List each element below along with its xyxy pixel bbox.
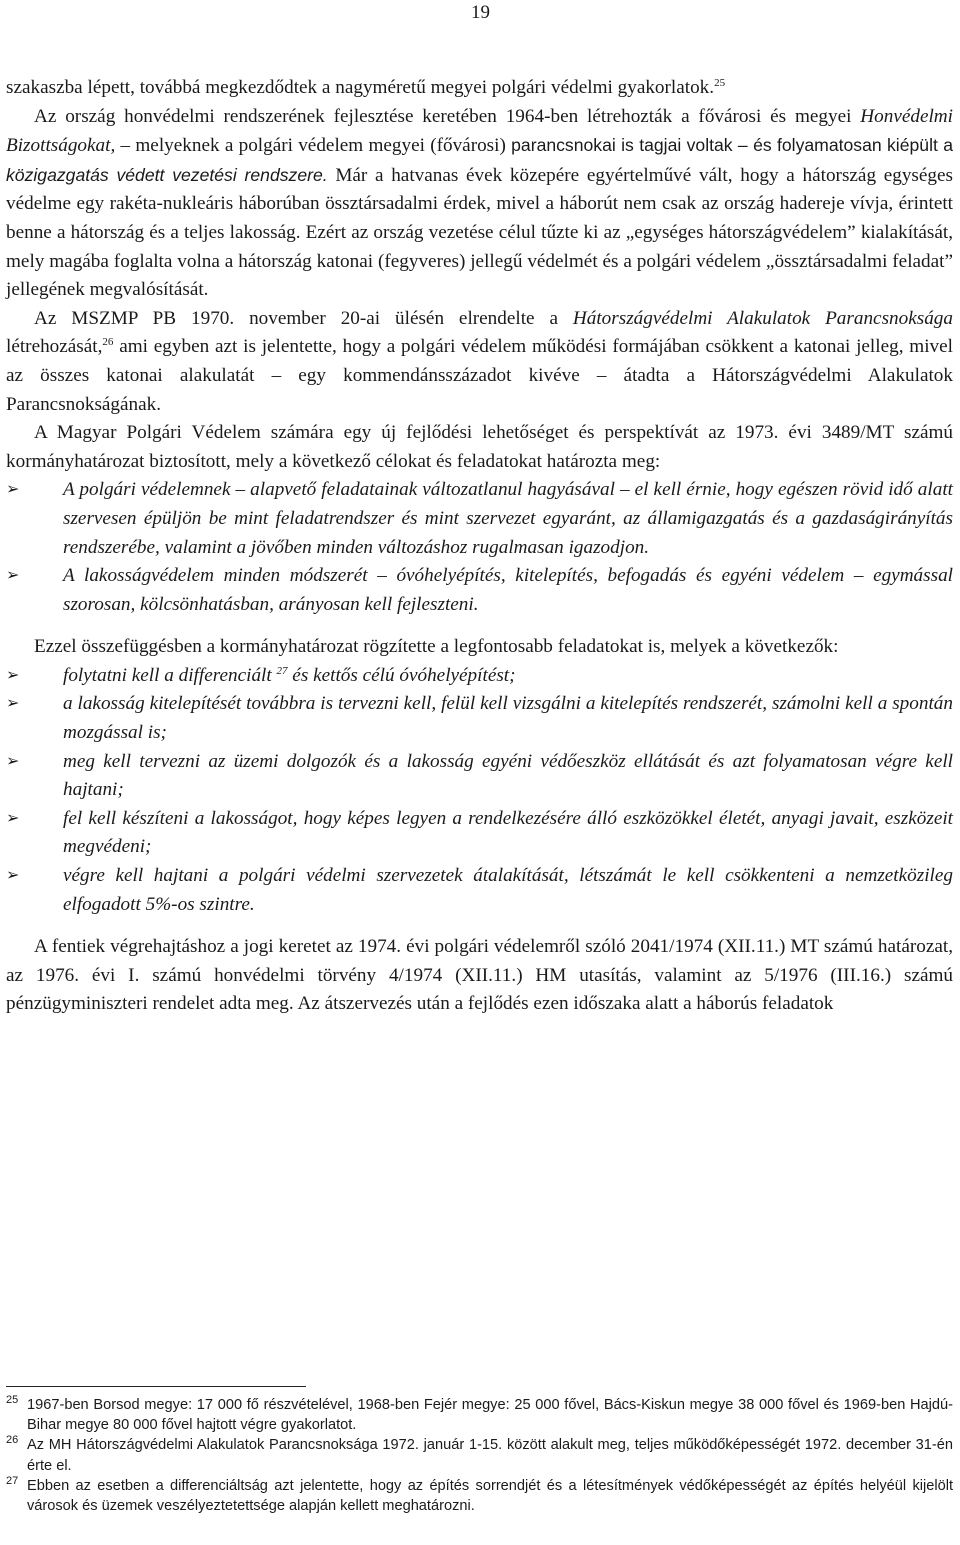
paragraph-2-text-f: Már a hatvanas évek közepére egyértelművé vált, hogy a hátország egységes védelme egy rakéta-nukleáris háborúban össztársadalmi érdek, mivel a háborút nem csak az ország hadereje vívja, érintett benne a hátország és a teljes lakosság. Ezért az ország vezetése célul tűzte ki az „egységes hátországvédelem” kialakítását, mely magába foglalta volna a hátország katonai (fegyveres) jellegű védelmét és a polgári védelem „össztársadalmi feladat” jellegének megvalósítását. <box>6 164 953 301</box>
arrow-bullet-icon: ➢ <box>6 666 20 684</box>
footnote-number: 26 <box>6 1434 19 1447</box>
arrow-bullet-icon: ➢ <box>6 752 20 770</box>
list-item-text: A lakosságvédelem minden módszerét – óvóhelyépítés, kitelepítés, befogadás és egyéni védelem – egymással szorosan, kölcsönhatásban, arányosan kell fejleszteni. <box>63 565 953 615</box>
footnote-text: Az MH Hátországvédelmi Alakulatok Parancsnoksága 1972. január 1-15. között alakult meg, teljes működőképességét 1972. december 31-én érte el. <box>27 1437 953 1474</box>
paragraph-3-italic: Hátországvédelmi Alakulatok Parancsnoksága <box>572 307 953 329</box>
paragraph-5: Ezzel összefüggésben a kormányhatározat rögzítette a legfontosabb feladatokat is, melyek a következők: <box>34 636 839 658</box>
arrow-bullet-icon: ➢ <box>6 867 20 885</box>
footnote-27 <box>6 1476 953 1516</box>
arrow-bullet-icon: ➢ <box>6 481 20 499</box>
list-item <box>6 662 953 691</box>
footnote-text: 1967-ben Borsod megye: 17 000 fő részvételével, 1968-ben Fejér megye: 25 000 fővel, Bács-Kiskun megye 38 000 fővel és 1969-ben Hajdú-Bihar megye 80 000 fővel hajtott végre gyakorlatot. <box>27 1397 953 1434</box>
list-item-text: folytatni kell a differenciált <box>63 664 272 686</box>
footnote-25 <box>6 1395 953 1435</box>
list-item-text: és kettős célú óvóhelyépítést; <box>287 664 516 686</box>
footnote-ref-25[interactable]: 25 <box>714 77 726 89</box>
footnote-number: 27 <box>6 1474 19 1487</box>
footnote-text: Ebben az esetben a differenciáltság azt jelentette, hogy az építés sorrendjét és a létesítmények védőképességét az építés helyéül kijelölt városok és üzemek veszélyeztetettsége alapján kellett meghatározni. <box>27 1477 953 1515</box>
list-item-text: a lakosság kitelepítését továbbra is tervezni kell, felül kell vizsgálni a kitelepítés rendszerét, számolni kell a spontán mozgással is; <box>63 693 953 744</box>
list-item <box>6 748 953 805</box>
footnote-26 <box>6 1435 953 1475</box>
list-item <box>6 562 953 619</box>
list-item <box>6 690 953 747</box>
paragraph-2-text-c: – melyeknek a polgári védelem megyei (fővárosi) <box>115 135 512 157</box>
list-item-text: meg kell tervezni az üzemi dolgozók és a lakosság egyéni védőeszköz ellátását és azt folyamatosan végre kell hajtani; <box>63 750 953 801</box>
paragraph-1-text: szakaszba lépett, továbbá megkezdődtek a nagyméretű megyei polgári védelmi gyakorlatok. <box>6 77 715 98</box>
paragraph-2 <box>6 103 953 305</box>
footnotes <box>6 1395 953 1516</box>
footnote-number: 25 <box>6 1394 19 1406</box>
paragraph-2-italic-a: Honvédelmi Bizottságokat, <box>6 105 953 157</box>
paragraph-2-text-d: parancsnokai is tagjai voltak – és folyamatosan kiépült a <box>511 135 954 156</box>
list-item-text: A polgári védelemnek – alapvető feladatainak változatlanul hagyásával – el kell érnie, hogy egészen rövid idő alatt szervesen épüljön be mint feladatrendszer és mint szervezet egyaránt, az államigazgatás és a gazdaságirányítás rendszerébe, valamint a jövőben minden változáshoz rugalmasan igazodjon. <box>63 479 953 558</box>
list-item <box>6 805 953 862</box>
goals-list <box>6 476 953 619</box>
paragraph-2-italic-e: közigazgatás védett vezetési rendszere. <box>6 164 328 185</box>
paragraph-4: A Magyar Polgári Védelem számára egy új fejlődési lehetőséget és perspektívát az 1973. évi 3489/MT számú kormányhatározat biztosított, mely a következő célokat és feladatokat határozta meg: <box>6 422 953 472</box>
footnote-ref-27[interactable]: 27 <box>276 664 288 677</box>
arrow-bullet-icon: ➢ <box>6 809 20 827</box>
footnote-divider <box>6 1386 306 1387</box>
footnote-ref-26[interactable]: 26 <box>102 336 114 349</box>
arrow-bullet-icon: ➢ <box>6 567 20 585</box>
list-item-text: fel kell készíteni a lakosságot, hogy képes legyen a rendelkezésére álló eszközökkel életét, anyagi javait, eszközeit megvédeni; <box>63 807 953 858</box>
paragraph-3-text-c: létrehozását, <box>6 336 103 358</box>
paragraph-6: A fentiek végrehajtáshoz a jogi keretet az 1974. évi polgári védelemről szóló 2041/1974 (XII.11.) MT számú határozat, az 1976. évi I. számú honvédelmi törvény 4/1974 (XII.11.) HM utasítás, valamint az 5/1976 (III.16.) számú pénzügyminiszteri rendelet adta meg. Az átszervezés után a fejlődés ezen időszaka alatt a háborús feladatok <box>6 936 953 1015</box>
list-item <box>6 862 953 919</box>
paragraph-3-text-d: ami egyben azt is jelentette, hogy a polgári védelem működési formájában csökkent a katonai jelleg, mivel az összes katonai alakulatát – egy kommendánsszázadot kivéve – átadta a Hátországvédelmi Alakulatok Parancsnokságának. <box>6 336 953 415</box>
page-number: 19 <box>471 2 490 23</box>
list-item <box>6 476 953 562</box>
main-text <box>6 74 953 1019</box>
paragraph-2-text-a: Az ország honvédelmi rendszerének fejlesztése keretében 1964-ben létrehozták a fővárosi és megyei <box>34 105 861 127</box>
arrow-bullet-icon: ➢ <box>6 695 20 713</box>
tasks-list <box>6 662 953 919</box>
paragraph-1 <box>6 74 953 103</box>
paragraph-3 <box>6 305 953 419</box>
list-item-text: végre kell hajtani a polgári védelmi szervezetek átalakítását, létszámát le kell csökkenteni a nemzetközileg elfogadott 5%-os szintre. <box>63 865 953 915</box>
paragraph-3-text-a: Az MSZMP PB 1970. november 20-ai ülésén elrendelte a <box>34 307 573 329</box>
